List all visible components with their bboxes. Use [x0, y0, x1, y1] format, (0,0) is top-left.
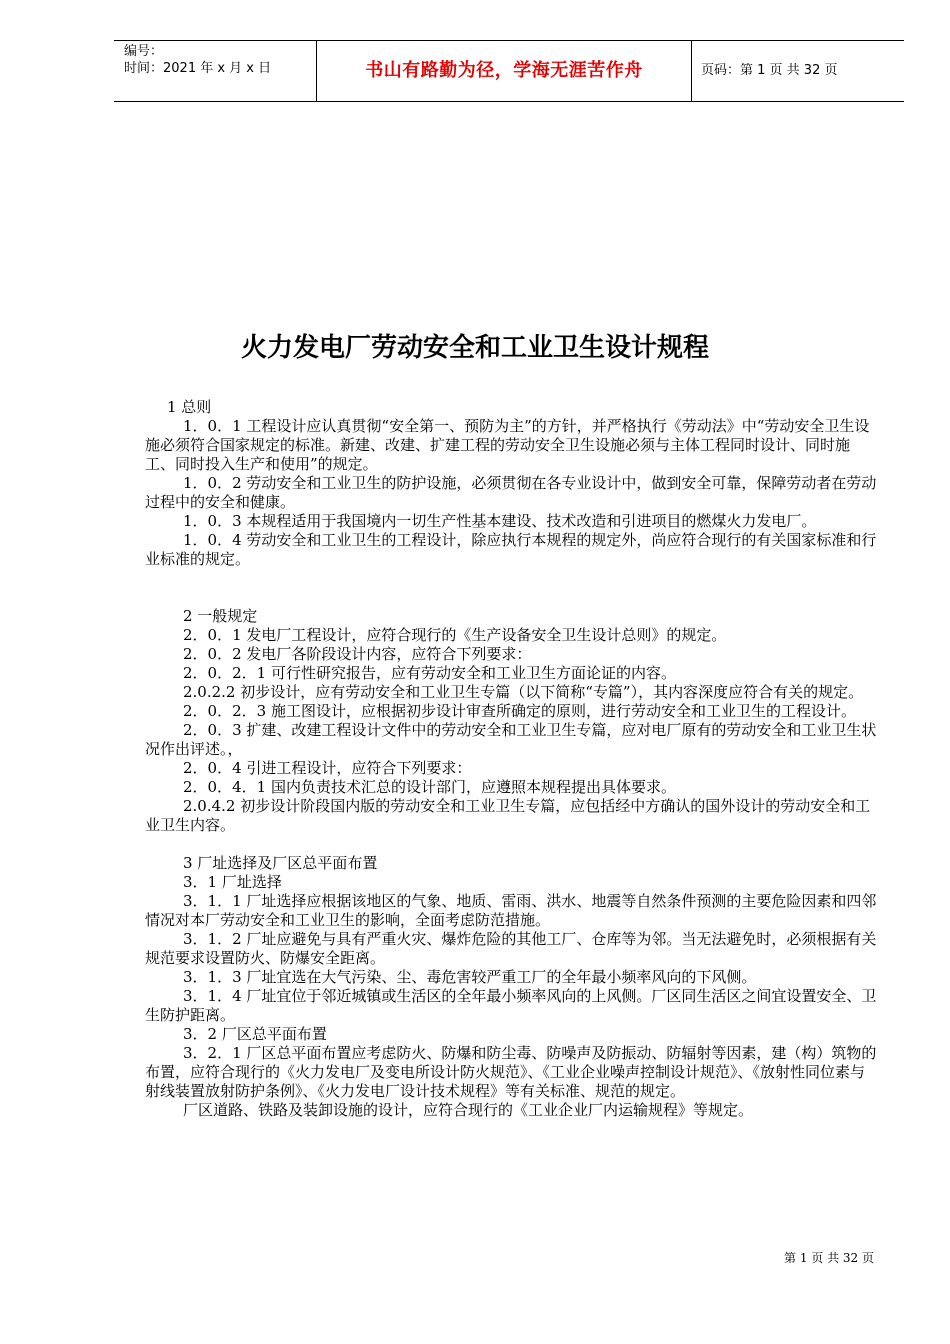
paragraph: 2.0.2.2 初步设计，应有劳动安全和工业卫生专篇（以下简称“专篇”），其内容深度应符合有关的规定。	[183, 683, 864, 701]
paragraph: 2．0．2．1 可行性研究报告，应有劳动安全和工业卫生方面论证的内容。	[183, 664, 676, 682]
page-footer: 第 1 页 共 32 页	[784, 1251, 874, 1265]
subsection-heading: 3．1 厂址选择	[183, 873, 282, 891]
paragraph: 2．0．2 发电厂各阶段设计内容，应符合下列要求：	[183, 645, 532, 663]
section-heading: 3 厂址选择及厂区总平面布置	[183, 854, 378, 872]
paragraph: 1．0．3 本规程适用于我国境内一切生产性基本建设、技术改造和引进项目的燃煤火力发电厂。	[183, 512, 817, 530]
section-heading: 2 一般规定	[183, 607, 258, 625]
paragraph: 1．0．2 劳动安全和工业卫生的防护设施，必须贯彻在各专业设计中，做到安全可靠，保障劳动者在劳动过程中的安全和健康。	[145, 474, 877, 511]
paragraph: 2．0．2．3 施工图设计，应根据初步设计审查所确定的原则，进行劳动安全和工业卫生的工程设计。	[183, 702, 856, 720]
paragraph: 厂区道路、铁路及装卸设施的设计，应符合现行的《工业企业厂内运输规程》等规定。	[183, 1101, 754, 1119]
paragraph: 2．0．3 扩建、改建工程设计文件中的劳动安全和工业卫生专篇，应对电厂原有的劳动安全和工业卫生状况作出评述。，	[145, 721, 877, 758]
document-time: 时间：2021 年 x 月 x 日	[124, 61, 272, 76]
header-motto: 书山有路勤为径，学海无涯苦作舟	[365, 60, 643, 81]
blank-line	[145, 835, 878, 854]
paragraph: 3．1．4 厂址宜位于邻近城镇或生活区的全年最小频率风向的上风侧。厂区同生活区之间宜设置安全、卫生防护距离。	[145, 987, 877, 1024]
document-number-label: 编号：	[124, 44, 164, 59]
document-body	[145, 398, 878, 1120]
blank-line	[145, 588, 878, 607]
blank-line	[145, 569, 878, 588]
paragraph: 2.0.4.2 初步设计阶段国内版的劳动安全和工业卫生专篇，应包括经中方确认的国外设计的劳动安全和工业卫生内容。	[145, 797, 871, 834]
paragraph: 1．0．1 工程设计应认真贯彻“安全第一、预防为主”的方针，并严格执行《劳动法》中“劳动安全卫生设施必须符合国家规定的标准。新建、改建、扩建工程的劳动安全卫生设施必须与主体工程同时设计、同时施工、同时投入生产和使用”的规定。	[145, 417, 870, 473]
page-header	[114, 40, 904, 102]
paragraph: 2．0．4．1 国内负责技术汇总的设计部门，应遵照本规程提出具体要求。	[183, 778, 676, 796]
paragraph: 3．1．1 厂址选择应根据该地区的气象、地质、雷雨、洪水、地震等自然条件预测的主要危险因素和四邻情况对本厂劳动安全和工业卫生的影响，全面考虑防范措施。	[145, 892, 877, 929]
header-meta-cell	[114, 41, 316, 101]
header-page-info: 页码：第 1 页 共 32 页	[701, 63, 838, 78]
subsection-heading: 3．2 厂区总平面布置	[183, 1025, 327, 1043]
paragraph: 2．0．1 发电厂工程设计，应符合现行的《生产设备安全卫生设计总则》的规定。	[183, 626, 727, 644]
paragraph: 3．1．2 厂址应避免与具有严重火灾、爆炸危险的其他工厂、仓库等为邻。当无法避免时，必须根据有关规范要求设置防火、防爆安全距离。	[145, 930, 877, 967]
paragraph: 2．0．4 引进工程设计，应符合下列要求：	[183, 759, 472, 777]
header-page-cell	[691, 41, 904, 101]
paragraph: 1．0．4 劳动安全和工业卫生的工程设计，除应执行本规程的规定外，尚应符合现行的有关国家标准和行业标准的规定。	[145, 531, 877, 568]
section-heading: 1 总则	[167, 398, 212, 416]
header-motto-cell	[316, 41, 692, 101]
document-title: 火力发电厂劳动安全和工业卫生设计规程	[240, 333, 709, 363]
paragraph: 3．1．3 厂址宜选在大气污染、尘、毒危害较严重工厂的全年最小频率风向的下风侧。	[183, 968, 757, 986]
paragraph: 3．2．1 厂区总平面布置应考虑防火、防爆和防尘毒、防噪声及防振动、防辐射等因素，建（构）筑物的布置，应符合现行的《火力发电厂及变电所设计防火规范》、《工业企业噪声控制设计规范》、《放射性同位素与射线装置放射防护条例》、《火力发电厂设计技术规程》等有关标准、规范的规定。	[145, 1044, 877, 1100]
